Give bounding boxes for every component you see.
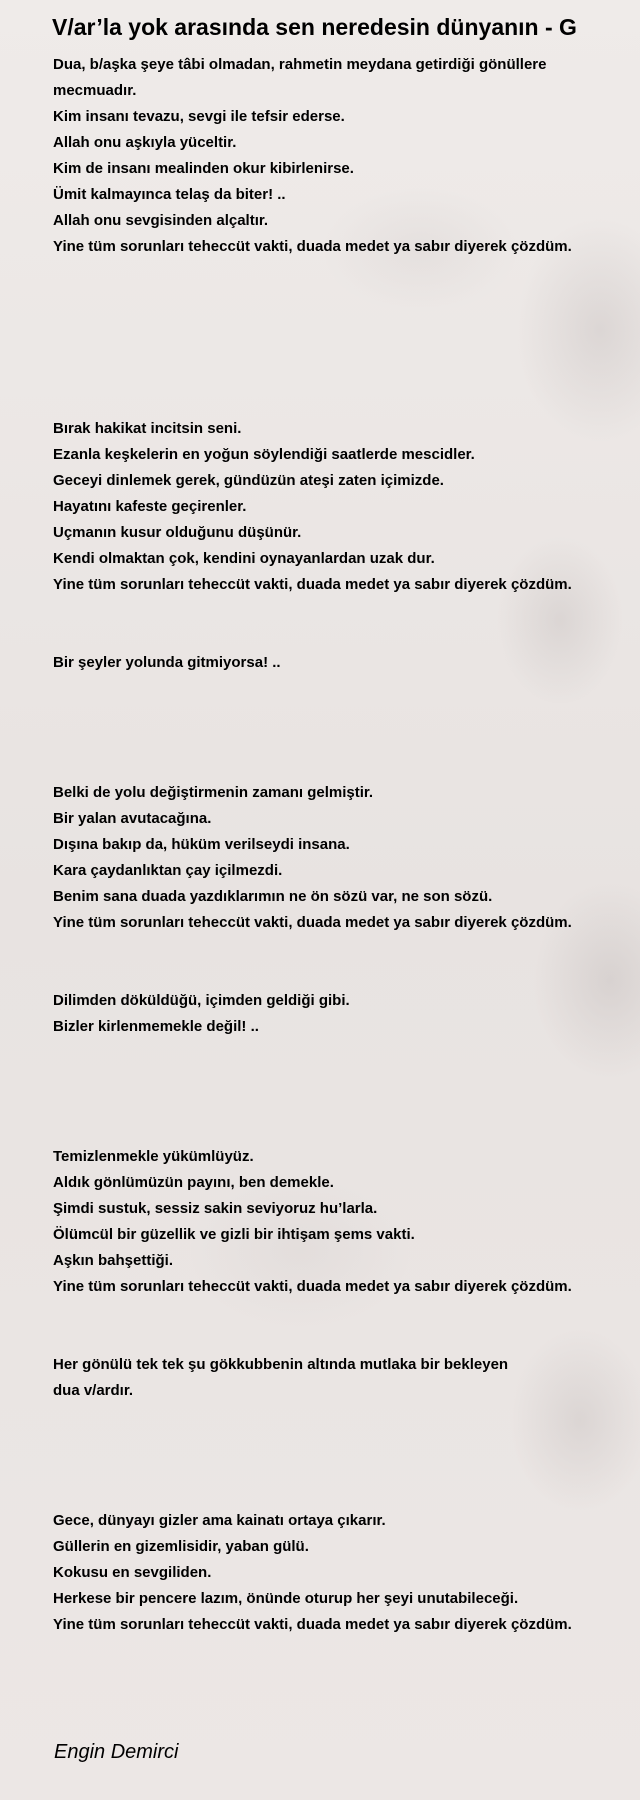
poem-line: Yine tüm sorunları teheccüt vakti, duada medet ya sabır diyerek çözdüm. — [53, 1616, 572, 1633]
poem-line: Ümit kalmayınca telaş da biter! .. — [53, 186, 286, 203]
stanza-4 — [53, 780, 633, 936]
poem-line: Ezanla keşkelerin en yoğun söylendiği saatlerde mescidler. — [53, 446, 475, 463]
poem-line: Ölümcül bir güzellik ve gizli bir ihtişam şems vakti. — [53, 1226, 415, 1243]
stanza-6 — [53, 1144, 633, 1300]
stanza-3 — [53, 650, 633, 676]
poem-line: dua v/ardır. — [53, 1382, 134, 1399]
poem-line: Bırak hakikat incitsin seni. — [53, 420, 242, 437]
poem-line: Temizlenmekle yükümlüyüz. — [53, 1148, 254, 1165]
poem-line: Her gönülü tek tek şu gökkubbenin altında mutlaka bir bekleyen — [53, 1356, 509, 1373]
stanza-5 — [53, 988, 633, 1040]
poem-line: Dışına bakıp da, hüküm verilseydi insana. — [53, 836, 350, 853]
poem-line: Kim de insanı mealinden okur kibirlenirse. — [53, 160, 354, 177]
poem-line: Bizler kirlenmemekle değil! .. — [53, 1018, 259, 1035]
stanza-8 — [53, 1508, 633, 1638]
poem-line: Dua, b/aşka şeye tâbi olmadan, rahmetin meydana getirdiği gönüllere — [53, 56, 547, 73]
poem-title: V/ar’la yok arasında sen neredesin dünyanın - G — [52, 14, 577, 40]
poem-line: Belki de yolu değiştirmenin zamanı gelmiştir. — [53, 784, 374, 801]
poem-line: Benim sana duada yazdıklarımın ne ön sözü var, ne son sözü. — [53, 888, 493, 905]
poem-line: Herkese bir pencere lazım, önünde oturup her şeyi unutabileceği. — [53, 1590, 519, 1607]
poem-line: Şimdi sustuk, sessiz sakin seviyoruz hu’larla. — [53, 1200, 378, 1217]
stanza-2 — [53, 416, 633, 598]
poem-line: Yine tüm sorunları teheccüt vakti, duada medet ya sabır diyerek çözdüm. — [53, 914, 572, 931]
poem-line: Dilimden döküldüğü, içimden geldiği gibi. — [53, 992, 350, 1009]
poem-line: mecmuadır. — [53, 82, 137, 99]
poem-line: Güllerin en gizemlisidir, yaban gülü. — [53, 1538, 309, 1555]
poem-line: Allah onu sevgisinden alçaltır. — [53, 212, 269, 229]
poem-line: Yine tüm sorunları teheccüt vakti, duada medet ya sabır diyerek çözdüm. — [53, 238, 572, 255]
poem-body — [53, 52, 633, 1638]
poem-line: Uçmanın kusur olduğunu düşünür. — [53, 524, 302, 541]
stanza-7 — [53, 1352, 633, 1404]
poem-line: Hayatını kafeste geçirenler. — [53, 498, 247, 515]
poem-line: Kim insanı tevazu, sevgi ile tefsir ederse. — [53, 108, 345, 125]
author-name: Engin Demirci — [54, 1741, 179, 1763]
poem-line: Aldık gönlümüzün payını, ben demekle. — [53, 1174, 334, 1191]
poem-line: Aşkın bahşettiği. — [53, 1252, 174, 1269]
poem-line: Yine tüm sorunları teheccüt vakti, duada medet ya sabır diyerek çözdüm. — [53, 1278, 572, 1295]
poem-line: Geceyi dinlemek gerek, gündüzün ateşi zaten içimizde. — [53, 472, 444, 489]
poem-line: Gece, dünyayı gizler ama kainatı ortaya çıkarır. — [53, 1512, 386, 1529]
poem-line: Allah onu aşkıyla yüceltir. — [53, 134, 237, 151]
poem-line: Kara çaydanlıktan çay içilmezdi. — [53, 862, 283, 879]
poem-line: Kendi olmaktan çok, kendini oynayanlardan uzak dur. — [53, 550, 435, 567]
poem-line: Bir şeyler yolunda gitmiyorsa! .. — [53, 654, 281, 671]
stanza-1 — [53, 52, 633, 260]
poem-line: Yine tüm sorunları teheccüt vakti, duada medet ya sabır diyerek çözdüm. — [53, 576, 572, 593]
poem-line: Bir yalan avutacağına. — [53, 810, 212, 827]
poem-line: Kokusu en sevgiliden. — [53, 1564, 212, 1581]
